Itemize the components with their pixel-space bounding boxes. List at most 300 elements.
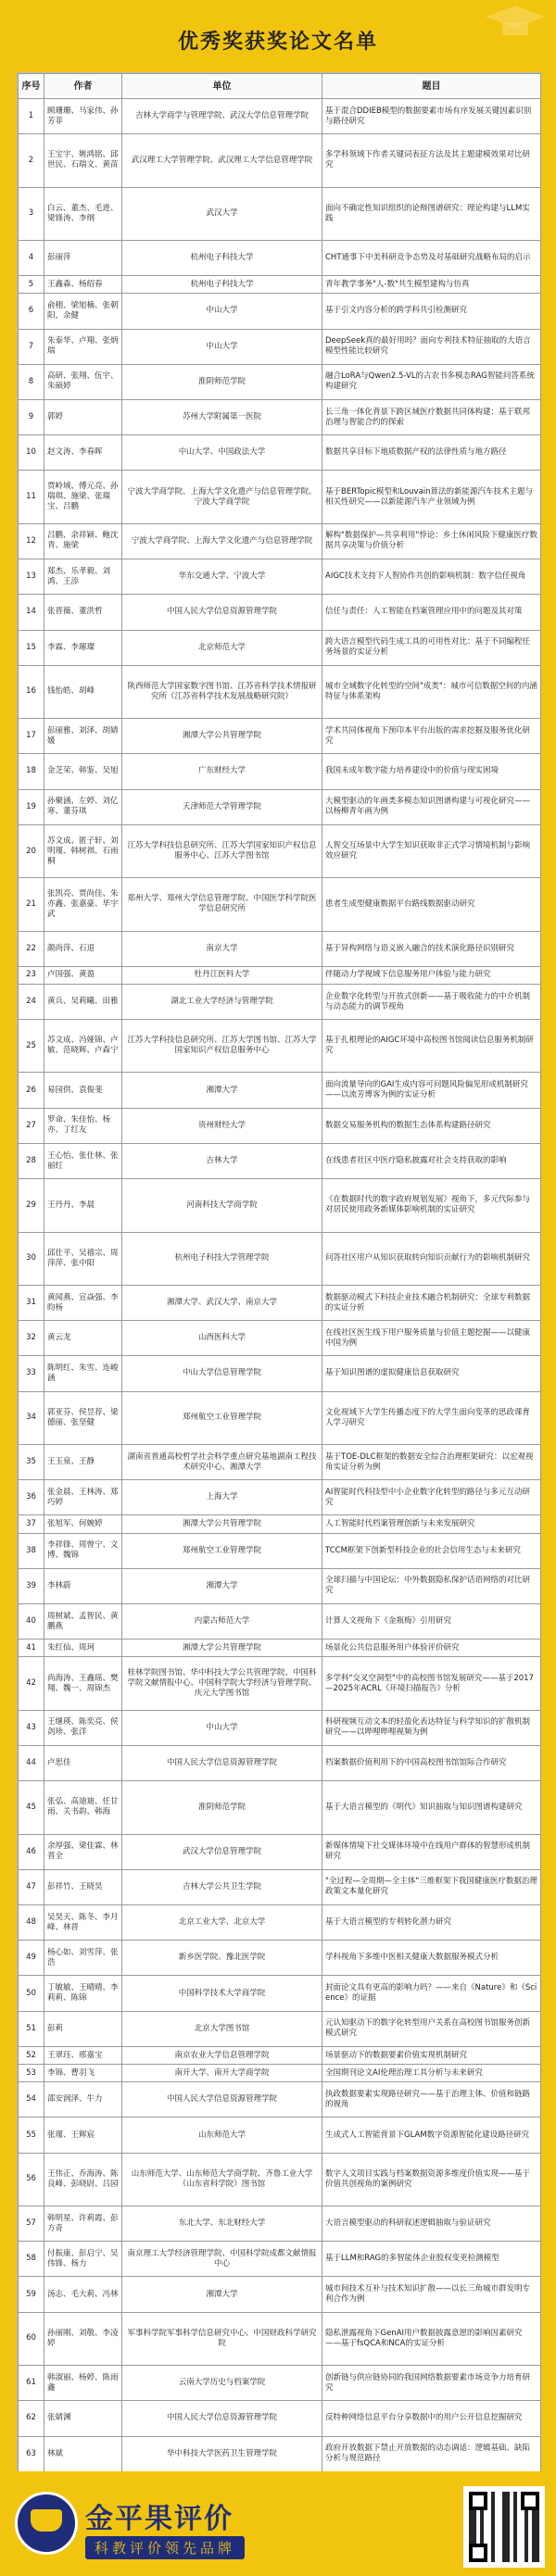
row-author: 林斌 — [44, 2436, 122, 2471]
row-unit: 贵州财经大学 — [122, 1108, 322, 1143]
row-author: 韩明星、许莉霞、彭方奇 — [44, 2206, 122, 2242]
row-title: 人智交互场景中大学生知识获取非正式学习情境机制与影响效应研究 — [322, 824, 541, 877]
row-author: 郭亚芬、侯昱荐、梁德丽、张坚健 — [44, 1391, 122, 1444]
row-author: 朱红仙、周珂 — [44, 1640, 122, 1657]
row-title: 反特种网络信息平台分享数据中的用户公开信息挖掘研究 — [322, 2401, 541, 2436]
row-seq: 23 — [19, 966, 44, 984]
table-row — [19, 1745, 541, 1780]
row-seq: 26 — [19, 1073, 44, 1108]
row-seq: 12 — [19, 523, 44, 559]
row-unit: 中国人民大学信息资源管理学院 — [122, 2401, 322, 2436]
row-unit: 武汉大学 — [122, 187, 322, 240]
row-title: 《在数据时代的数字政府规划发展》视角下，多元代际参与对居民使用政务新媒体影响机制的实证研究 — [322, 1179, 541, 1232]
table-row — [19, 719, 541, 754]
row-seq: 9 — [19, 400, 44, 435]
table-row — [19, 99, 541, 134]
table-row — [19, 187, 541, 240]
table-row — [19, 1179, 541, 1232]
row-seq: 29 — [19, 1179, 44, 1232]
row-author: 李霖、李璀璨 — [44, 630, 122, 665]
row-seq: 24 — [19, 984, 44, 1019]
row-author: 孙聚涵、左婷、刘亿寒、董芬琪 — [44, 789, 122, 824]
row-title: AI智能时代科技型中小企业数字化转型的路径与多元互动研究 — [322, 1480, 541, 1515]
row-unit: 宁波大学商学院、上海大学文化遗产与信息管理学院、宁波大学商学院 — [122, 471, 322, 523]
table-row — [19, 2046, 541, 2064]
row-title: 基于知识图谱的虚拟健康信息获取研究 — [322, 1356, 541, 1391]
row-title: 全球扫描与中国论坛：中外数据隐私保护话语网络的对比研究 — [322, 1568, 541, 1603]
row-author: 颜尚萍、石退 — [44, 931, 122, 966]
row-unit: 北京师范大学 — [122, 630, 322, 665]
row-seq: 11 — [19, 471, 44, 523]
row-seq: 62 — [19, 2401, 44, 2436]
row-author: 张凯亮、贾尚佳、朱亦鑫、张嘉豪、毕宇武 — [44, 878, 122, 931]
row-unit: 湘潭大学 — [122, 1073, 322, 1108]
row-author: 张弘、高迪迪、任甘雨、关书韵、韩海 — [44, 1781, 122, 1834]
row-unit: 华中科技大学医药卫生管理学院 — [122, 2436, 322, 2471]
header-seq: 序号 — [19, 74, 44, 99]
row-unit: 郑州航空工业管理学院 — [122, 1533, 322, 1568]
row-seq: 35 — [19, 1444, 44, 1479]
row-unit: 湘潭大学公共管理学院 — [122, 1515, 322, 1533]
row-seq: 42 — [19, 1657, 44, 1710]
row-unit: 淮阴师范学院 — [122, 1781, 322, 1834]
table-row — [19, 1834, 541, 1869]
row-title: 基于大语言模型的专利转化潜力研究 — [322, 1905, 541, 1941]
row-title: 场景驱动下的数据要素价值实现机制研究 — [322, 2046, 541, 2064]
header-author: 作者 — [44, 74, 122, 99]
row-author: 钱怡皓、胡峰 — [44, 665, 122, 718]
row-title: 基于混合DDIEB模型的数据要素市场有序发展关键因素识别与路径研究 — [322, 99, 541, 134]
row-unit: 中山大学信息管理学院 — [122, 1356, 322, 1391]
row-seq: 50 — [19, 1976, 44, 2011]
row-title: 政府开放数据下禁止开放数据的动态调适：逻辑基础、缺陷分析与规范路径 — [322, 2436, 541, 2471]
row-unit: 武汉理工大学管理学院、武汉理工大学信息管理学院 — [122, 134, 322, 187]
row-author: 罗命、朱佳怡、杨亦、丁红友 — [44, 1108, 122, 1143]
row-unit: 山东师范大学 — [122, 2117, 322, 2153]
row-title: 大语言模型驱动的科研叙述逻辑抽取与验证研究 — [322, 2206, 541, 2242]
row-seq: 6 — [19, 294, 44, 329]
table-row — [19, 2117, 541, 2153]
table-row — [19, 1321, 541, 1356]
brand-name: 金平果评价 — [85, 2503, 234, 2535]
table-row — [19, 2153, 541, 2205]
row-author: 黄云龙 — [44, 1321, 122, 1356]
row-unit: 湖南省普通高校哲学社会科学重点研究基地湖南工程技术研究中心、湘潭大学 — [122, 1444, 322, 1479]
row-unit: 江苏大学科技信息研究所、江苏大学图书馆、江苏大学国家知识产权信息服务中心 — [122, 1020, 322, 1073]
row-author: 邱仕平、吴禧宗、周萍萍、张中阳 — [44, 1232, 122, 1285]
table-row — [19, 1568, 541, 1603]
row-seq: 1 — [19, 99, 44, 134]
row-title: 多学科领域下作者关键词表征方法及其主题建模效果对比研究 — [322, 134, 541, 187]
row-title: 科研视频互动文本的轻盈化表达特征与科学知识的扩散机制研究——以哔哩哔哩视频为例 — [322, 1710, 541, 1745]
row-title: 文化视域下大学生传播态度下的大学生面向变革的思政课育人学习研究 — [322, 1391, 541, 1444]
row-seq: 5 — [19, 276, 44, 294]
table-row — [19, 294, 541, 329]
row-title: 基于引文内容分析的跨学科共引检测研究 — [322, 294, 541, 329]
table-row — [19, 559, 541, 595]
row-author: 张金晨、王林涛、郑巧婷 — [44, 1480, 122, 1515]
footer — [0, 2471, 556, 2576]
header-unit: 单位 — [122, 74, 322, 99]
row-seq: 57 — [19, 2206, 44, 2242]
table-row — [19, 1444, 541, 1479]
header-title: 题目 — [322, 74, 541, 99]
row-author: 王翠珏、邢嘉宝 — [44, 2046, 122, 2064]
row-unit: 杭州电子科技大学 — [122, 276, 322, 294]
table-row — [19, 789, 541, 824]
row-author: 李林蔚 — [44, 1568, 122, 1603]
row-unit: 北京大学图书馆 — [122, 2011, 322, 2046]
row-author: 杨心如、刘雪萍、张浩 — [44, 1941, 122, 1976]
row-author: 王鑫森、杨绍春 — [44, 276, 122, 294]
row-author: 陈明红、朱雪、连峻涵 — [44, 1356, 122, 1391]
row-unit: 南京理工大学经济管理学院、中国科学院成都文献情报中心 — [122, 2242, 322, 2277]
table-row — [19, 2065, 541, 2082]
table-row — [19, 1905, 541, 1941]
table-row — [19, 1657, 541, 1710]
row-unit: 郑州航空工业管理学院 — [122, 1391, 322, 1444]
row-seq: 46 — [19, 1834, 44, 1869]
row-author: 黄兵、吴莉曦、田雅 — [44, 984, 122, 1019]
table-row — [19, 1604, 541, 1640]
table-row — [19, 2011, 541, 2046]
table-row — [19, 471, 541, 523]
row-unit: 湘潭大学公共管理学院 — [122, 1640, 322, 1657]
row-author: 丁敏敏、王晴晴、李莉莉、陈锦 — [44, 1976, 122, 2011]
row-seq: 17 — [19, 719, 44, 754]
row-author: 苏文成、匿子轩、刘明瑾、韩树祺、石雨桐 — [44, 824, 122, 877]
row-title: 基于异构网络与语义嵌入融合的技术演化路径识别研究 — [322, 931, 541, 966]
row-seq: 40 — [19, 1604, 44, 1640]
row-unit: 中山大学 — [122, 294, 322, 329]
row-title: 企业数字化转型与开放式创新——基于吸收能力的中介机制与动态能力的调节视角 — [322, 984, 541, 1019]
row-unit: 中国人民大学信息资源管理学院 — [122, 595, 322, 630]
table-row — [19, 931, 541, 966]
table-row — [19, 1020, 541, 1073]
row-unit: 湘潭大学、武汉大学、南京大学 — [122, 1285, 322, 1320]
row-title: 基于TOE-DLC框架的数据安全综合治理框架研究：以宏观视角实证分析为例 — [322, 1444, 541, 1479]
row-author: 李锦、曹羽飞 — [44, 2065, 122, 2082]
row-seq: 31 — [19, 1285, 44, 1320]
row-seq: 13 — [19, 559, 44, 595]
table-row — [19, 523, 541, 559]
row-seq: 3 — [19, 187, 44, 240]
table-row — [19, 2242, 541, 2277]
row-title: 问答社区用户从知识获取转向知识贡献行为的影响机制研究 — [322, 1232, 541, 1285]
row-seq: 30 — [19, 1232, 44, 1285]
row-seq: 8 — [19, 364, 44, 399]
table-row — [19, 966, 541, 984]
row-seq: 59 — [19, 2277, 44, 2312]
row-seq: 43 — [19, 1710, 44, 1745]
row-unit: 北京工业大学、北京大学 — [122, 1905, 322, 1941]
row-author: 李祥锋、周曾宁、文博、魏锦 — [44, 1533, 122, 1568]
row-author: 王伟正、乔海涛、陈良峰、彭晓尉、吕园 — [44, 2153, 122, 2205]
row-author: 白云、董杰、毛进、梁锋涛、李纲 — [44, 187, 122, 240]
table-row — [19, 1143, 541, 1178]
table-row — [19, 595, 541, 630]
row-title: 学术共同体视角下预印本平台出版的需求挖掘及服务优化研究 — [322, 719, 541, 754]
row-author: 高研、张翔、伍宇、朱硕婷 — [44, 364, 122, 399]
row-title: 档案数据价值利用下的中国高校图书馆馆际合作研究 — [322, 1745, 541, 1780]
table-row — [19, 1108, 541, 1143]
row-author: 金芝荣、韩鉴、吴旭 — [44, 754, 122, 789]
row-unit: 吉林大学商学与管理学院、武汉大学信息管理学院 — [122, 99, 322, 134]
table-row — [19, 2436, 541, 2471]
row-unit: 苏州大学附属第一医院 — [122, 400, 322, 435]
row-title: CHT通事下中美科研竞争态势及对基础研究战略布局的启示 — [322, 240, 541, 275]
table-row — [19, 754, 541, 789]
row-unit: 东北大学、东北财经大学 — [122, 2206, 322, 2242]
row-title: 长三角一体化背景下跨区域医疗数据共同体构建：基于联邦治理与智能合约的探索 — [322, 400, 541, 435]
row-title: 数据驱动模式下科技企业技术融合机制研究：全球专利数据的实证分析 — [322, 1285, 541, 1320]
row-unit: 吉林大学公共卫生学院 — [122, 1869, 322, 1904]
row-author: 卢国强、黄盈 — [44, 966, 122, 984]
row-title: 伴随动力学视域下信息服务用户体验与能力研究 — [322, 966, 541, 984]
row-seq: 2 — [19, 134, 44, 187]
row-author: 张晋薇、董洪哲 — [44, 595, 122, 630]
row-seq: 39 — [19, 1568, 44, 1603]
row-unit: 牡丹江医科大学 — [122, 966, 322, 984]
row-author: 韩淑丽、杨婷、陈雨鑫 — [44, 2366, 122, 2401]
row-author: 余厚强、梁佳霖、林晋全 — [44, 1834, 122, 1869]
row-seq: 44 — [19, 1745, 44, 1780]
row-title: 城市全域数字化转型的空间"成类"：城市可信数据空间的内涵特征与体系架构 — [322, 665, 541, 718]
row-unit: 湖北工业大学经济与管理学院 — [122, 984, 322, 1019]
table-row — [19, 824, 541, 877]
row-unit: 新乡医学院、豫北医学院 — [122, 1941, 322, 1976]
row-seq: 20 — [19, 824, 44, 877]
table-row — [19, 1869, 541, 1904]
row-author: 王丹丹、李晨 — [44, 1179, 122, 1232]
row-author: 张瑾、王辉宸 — [44, 2117, 122, 2153]
row-author: 黄闻燕、宣焱强、李昀杨 — [44, 1285, 122, 1320]
row-unit: 中山大学 — [122, 329, 322, 364]
row-author: 俞栩、梁旭楠、张朝阳、余健 — [44, 294, 122, 329]
row-seq: 49 — [19, 1941, 44, 1976]
row-title: 跨大语言模型代码生成工具的可用性对比：基于不同编程任务场景的实证分析 — [322, 630, 541, 665]
row-seq: 34 — [19, 1391, 44, 1444]
table-row — [19, 364, 541, 399]
row-unit: 中国人民大学信息资源管理学院 — [122, 2082, 322, 2117]
row-title: 在线社区医生线下用户服务质量与价值主题挖掘——以健康中国为例 — [322, 1321, 541, 1356]
row-title: 数字人文项目实践与档案数据资源多维度价值实现——基于价值共创视角的案例研究 — [322, 2153, 541, 2205]
table-row — [19, 878, 541, 931]
row-seq: 28 — [19, 1143, 44, 1178]
row-author: 张旭军、何婉婷 — [44, 1515, 122, 1533]
row-seq: 53 — [19, 2065, 44, 2082]
table-row — [19, 2277, 541, 2312]
row-unit: 河南科技大学商学院 — [122, 1179, 322, 1232]
row-unit: 南开大学、南开大学商学院 — [122, 2065, 322, 2082]
table-row — [19, 400, 541, 435]
row-author: 张婧渊 — [44, 2401, 122, 2436]
row-seq: 16 — [19, 665, 44, 718]
brand-slogan: 科教评价领先品牌 — [85, 2536, 245, 2559]
row-title: 封面论文具有更高的影响力吗？——来自《Nature》和《Science》的证据 — [322, 1976, 541, 2011]
row-author: 王玉泉、王静 — [44, 1444, 122, 1479]
row-title: 城市间技术互补与技术知识扩散——以长三角城市群发明专利合作为例 — [322, 2277, 541, 2312]
row-author: 彭丽雅、刘泽、胡婧媛 — [44, 719, 122, 754]
row-author: 卢思佳 — [44, 1745, 122, 1780]
row-seq: 54 — [19, 2082, 44, 2117]
row-unit: 军事科学院军事科学信息研究中心、中国财政科学研究院 — [122, 2312, 322, 2365]
row-seq: 47 — [19, 1869, 44, 1904]
table-row — [19, 665, 541, 718]
row-unit: 湘潭大学 — [122, 2277, 322, 2312]
table-row — [19, 1391, 541, 1444]
row-unit: 广东财经大学 — [122, 754, 322, 789]
row-unit: 天津师范大学管理学院 — [122, 789, 322, 824]
row-seq: 18 — [19, 754, 44, 789]
title-band — [0, 0, 556, 74]
row-seq: 63 — [19, 2436, 44, 2471]
row-title: 基于BERTopic模型和Louvain算法的新能源汽车技术主题与相关性研究——以新能源汽车产业领域为例 — [322, 471, 541, 523]
row-title: 执政数据要素实现路径研究——基于治理主体、价值和链路的视角 — [322, 2082, 541, 2117]
table-row — [19, 240, 541, 275]
row-unit: 云南大学历史与档案学院 — [122, 2366, 322, 2401]
row-unit: 中国人民大学信息资源管理学院 — [122, 1745, 322, 1780]
row-seq: 61 — [19, 2366, 44, 2401]
row-unit: 中国科学技术大学商学院 — [122, 1976, 322, 2011]
row-author: 尚海涛、王鑫瑶、樊翔、魏一、周锦杰 — [44, 1657, 122, 1710]
row-author: 吴昊天、陈冬、李月峰、林晋 — [44, 1905, 122, 1941]
table-row — [19, 1533, 541, 1568]
row-title: 信任与责任：人工智能在档案管理应用中的问题及其对策 — [322, 595, 541, 630]
table-row — [19, 2082, 541, 2117]
row-title: 创新链与供应链协同的我国网络数据要素市场竞争力培育研究 — [322, 2366, 541, 2401]
table-row — [19, 329, 541, 364]
row-title: 学科视角下多维中医相关健康大数据服务模式分析 — [322, 1941, 541, 1976]
row-title: 青年教学事务"人-数"共生模型建构与仿真 — [322, 276, 541, 294]
table-row — [19, 1232, 541, 1285]
row-seq: 25 — [19, 1020, 44, 1073]
row-unit: 桂林学院图书馆、华中科技大学公共管理学院、中国科学院文献情报中心、中国科学院大学经济与管理学院、庆元大学图书馆 — [122, 1657, 322, 1710]
table-row — [19, 1073, 541, 1108]
row-author: 贾岭域、傅元亮、孙瑞琪、施梁、张瑞宝、吕鹏 — [44, 471, 122, 523]
row-seq: 52 — [19, 2046, 44, 2064]
row-author: 孙丽刚、刘敬、李凌婷 — [44, 2312, 122, 2365]
row-seq: 33 — [19, 1356, 44, 1391]
row-seq: 37 — [19, 1515, 44, 1533]
row-author: 郭婷 — [44, 400, 122, 435]
row-seq: 27 — [19, 1108, 44, 1143]
row-title: 隐私泄露视角下GenAI用户数据披露意愿的影响因素研究——基于fsQCA和NCA的实证分析 — [322, 2312, 541, 2365]
row-unit: 南京大学 — [122, 931, 322, 966]
row-title: "全过程—全周期—全主体"三维框架下我国健康医疗数据治理政策文本量化研究 — [322, 1869, 541, 1904]
logo-icon — [15, 2492, 78, 2555]
table-row — [19, 1285, 541, 1320]
row-title: 解构"数据保护—共享利用"悖论：乡土休闲风险下健康医疗数据共享决策与价值分析 — [322, 523, 541, 559]
table-row — [19, 2312, 541, 2365]
row-unit: 武汉大学信息管理学院 — [122, 1834, 322, 1869]
row-unit: 陕西师范大学国家数字图书馆、江苏省科学技术情报研究所（江苏省科学技术发展战略研究院） — [122, 665, 322, 718]
row-unit: 山东师范大学、山东师范大学商学院、齐鲁工业大学（山东省科学院）图书馆 — [122, 2153, 322, 2205]
row-unit: 湘潭大学 — [122, 1568, 322, 1603]
row-seq: 36 — [19, 1480, 44, 1515]
table-row — [19, 435, 541, 471]
row-author: 顾珊珊、马家伟、孙芳菲 — [44, 99, 122, 134]
row-seq: 45 — [19, 1781, 44, 1834]
row-seq: 60 — [19, 2312, 44, 2365]
table-row — [19, 276, 541, 294]
page-title: 优秀奖获奖论文名单 — [177, 31, 378, 54]
row-author: 郑杰、乐孝毅、刘鸿、王添 — [44, 559, 122, 595]
table-row — [19, 2366, 541, 2401]
row-author: 易园供、袁俊斐 — [44, 1073, 122, 1108]
row-unit: 上海大学 — [122, 1480, 322, 1515]
row-author: 邵安润泽、牛力 — [44, 2082, 122, 2117]
row-author: 王宝宇、姚鸿铭、邱世民、石瑞文、黄苗 — [44, 134, 122, 187]
row-title: 面向不确定性知识组织的论辩图谱研究：理论构建与LLM实践 — [322, 187, 541, 240]
qr-code-icon — [463, 2486, 545, 2568]
table-row — [19, 1515, 541, 1533]
row-seq: 55 — [19, 2117, 44, 2153]
row-unit: 杭州电子科技大学管理学院 — [122, 1232, 322, 1285]
row-unit: 江苏大学科技信息研究所、江苏大学国家知识产权信息服务中心、江苏大学图书馆 — [122, 824, 322, 877]
row-unit: 湘潭大学公共管理学院 — [122, 719, 322, 754]
row-author: 周树斌、孟智民、黄鹏燕 — [44, 1604, 122, 1640]
row-title: TCCM框架下创新型科技企业的社会信用生态与未来研究 — [322, 1533, 541, 1568]
row-seq: 14 — [19, 595, 44, 630]
row-author: 彭丽萍 — [44, 240, 122, 275]
row-seq: 19 — [19, 789, 44, 824]
row-unit: 华东交通大学、宁波大学 — [122, 559, 322, 595]
row-title: 新媒体情境下社交媒体环境中在线用户群体的智慧形成机制研究 — [322, 1834, 541, 1869]
row-author: 赵文涛、李春晖 — [44, 435, 122, 471]
table-row — [19, 1976, 541, 2011]
row-title: AIGC技术支持下人智协作共创的影响机制：数字信任视角 — [322, 559, 541, 595]
row-seq: 58 — [19, 2242, 44, 2277]
award-list-paper — [17, 72, 541, 2473]
row-unit: 内蒙古师范大学 — [122, 1604, 322, 1640]
row-title: 我国未成年数字能力培养建设中的价值与现实困境 — [322, 754, 541, 789]
row-author: 吕鹏、余祥颖、鲍沈青、施梁 — [44, 523, 122, 559]
table-row — [19, 2206, 541, 2242]
row-title: 人工智能时代档案管理创新与未来发展研究 — [322, 1515, 541, 1533]
table-row — [19, 1710, 541, 1745]
row-author: 朱泰华、卢翔、张炳瑞 — [44, 329, 122, 364]
row-title: 基于大语言模型的《明代》知识抽取与知识图谱构建研究 — [322, 1781, 541, 1834]
row-title: 大模型驱动的年画类多模态知识图谱构建与可视化研究——以杨柳青年画为例 — [322, 789, 541, 824]
row-unit: 宁波大学商学院、上海大学文化遗产与信息管理学院 — [122, 523, 322, 559]
row-author: 苏文成、冯娅锦、卢敏、范晓辉、卢森宁 — [44, 1020, 122, 1073]
row-title: 面向流量导向的GAI生成内容可问题风险偏见形成机制研究——以流芳博客为例的实证分析 — [322, 1073, 541, 1108]
row-seq: 48 — [19, 1905, 44, 1941]
table-header-row — [19, 74, 541, 99]
row-title: 融合LoRA与Qwen2.5-VL的古农书多模态RAG智能问答系统构建研究 — [322, 364, 541, 399]
row-seq: 41 — [19, 1640, 44, 1657]
row-seq: 32 — [19, 1321, 44, 1356]
row-unit: 中山大学、中国政法大学 — [122, 435, 322, 471]
row-seq: 7 — [19, 329, 44, 364]
row-title: 元认知驱动下的数字化转型用户关系在高校图书馆服务创新模式研究 — [322, 2011, 541, 2046]
row-author: 王心怡、张仕林、张丽红 — [44, 1143, 122, 1178]
table-row — [19, 1941, 541, 1976]
row-title: 基于扎根理论的AIGC环境中高校图书馆阅读信息服务机制研究 — [322, 1020, 541, 1073]
table-row — [19, 984, 541, 1019]
row-unit: 吉林大学 — [122, 1143, 322, 1178]
row-title: 患者生成型健康数据平台路线数据驱动研究 — [322, 878, 541, 931]
row-title: 在线患者社区中医疗隐私披露对社会支持获取的影响 — [322, 1143, 541, 1178]
row-unit: 淮阴师范学院 — [122, 364, 322, 399]
row-seq: 56 — [19, 2153, 44, 2205]
row-author: 彭莉 — [44, 2011, 122, 2046]
row-seq: 38 — [19, 1533, 44, 1568]
row-author: 王继瑛、陈奕亮、侯剑珍、张洋 — [44, 1710, 122, 1745]
row-seq: 51 — [19, 2011, 44, 2046]
row-title: 数据共享目标下地质数据产权的法律性质与地方路径 — [322, 435, 541, 471]
